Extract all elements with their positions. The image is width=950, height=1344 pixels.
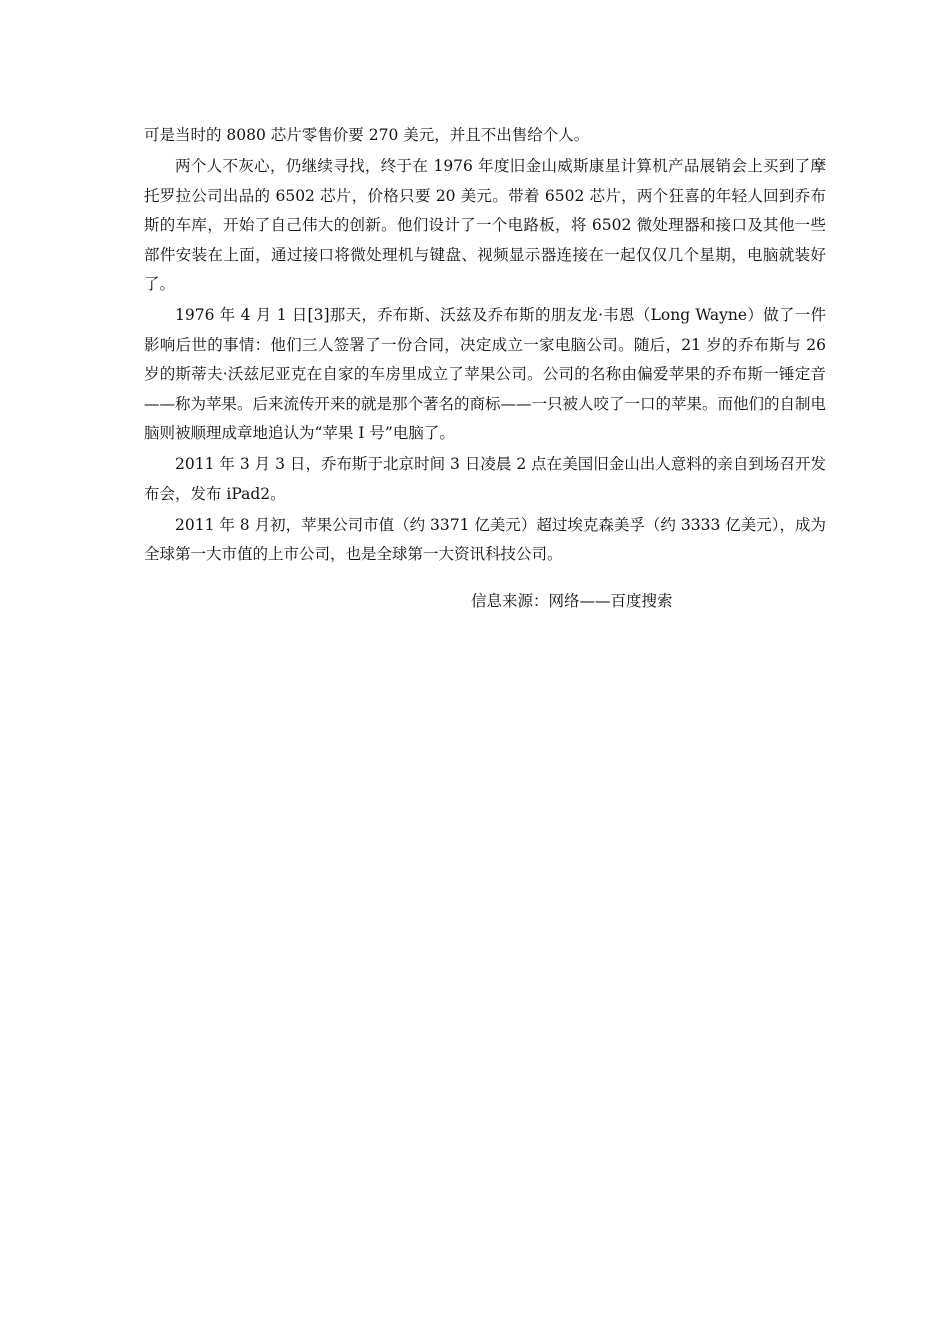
document-body [144,121,826,616]
paragraph-ipad2-launch: 2011 年 3 月 3 日，乔布斯于北京时间 3 日凌晨 2 点在美国旧金山出人意料的亲自到场召开发布会，发布 iPad2。 [144,455,826,503]
paragraph-found-6502: 两个人不灰心，仍继续寻找，终于在 1976 年度旧金山威斯康星计算机产品展销会上买到了摩托罗拉公司出品的 6502 芯片，价格只要 20 美元。带着 6502 芯片，两个狂喜的年轻人回到乔布斯的车库，开始了自己伟大的创新。他们设计了一个电路板，将 6502 微处理器和接口及其他一些部件安装在上面，通过接口将微处理机与键盘、视频显示器连接在一起仅仅几个星期，电脑就装好了。 [144,157,826,293]
source-note: 信息来源：网络——百度搜索 [471,591,673,610]
paragraph-apple-founding: 1976 年 4 月 1 日[3]那天，乔布斯、沃兹及乔布斯的朋友龙·韦恩（Long Wayne）做了一件影响后世的事情：他们三人签署了一份合同，决定成立一家电脑公司。随后，21 岁的乔布斯与 26 岁的斯蒂夫·沃兹尼亚克在自家的车房里成立了苹果公司。公司的名称由偏爱苹果的乔布斯一锤定音——称为苹果。后来流传开来的就是那个著名的商标——一只被人咬了一口的苹果。而他们的自制电脑则被顺理成章地追认为“苹果 I 号”电脑了。 [144,306,827,442]
paragraph-chip-price: 可是当时的 8080 芯片零售价要 270 美元，并且不出售给个人。 [144,126,590,144]
paragraph-market-value: 2011 年 8 月初，苹果公司市值（约 3371 亿美元）超过埃克森美孚（约 3333 亿美元），成为全球第一大市值的上市公司，也是全球第一大资讯科技公司。 [144,515,826,563]
